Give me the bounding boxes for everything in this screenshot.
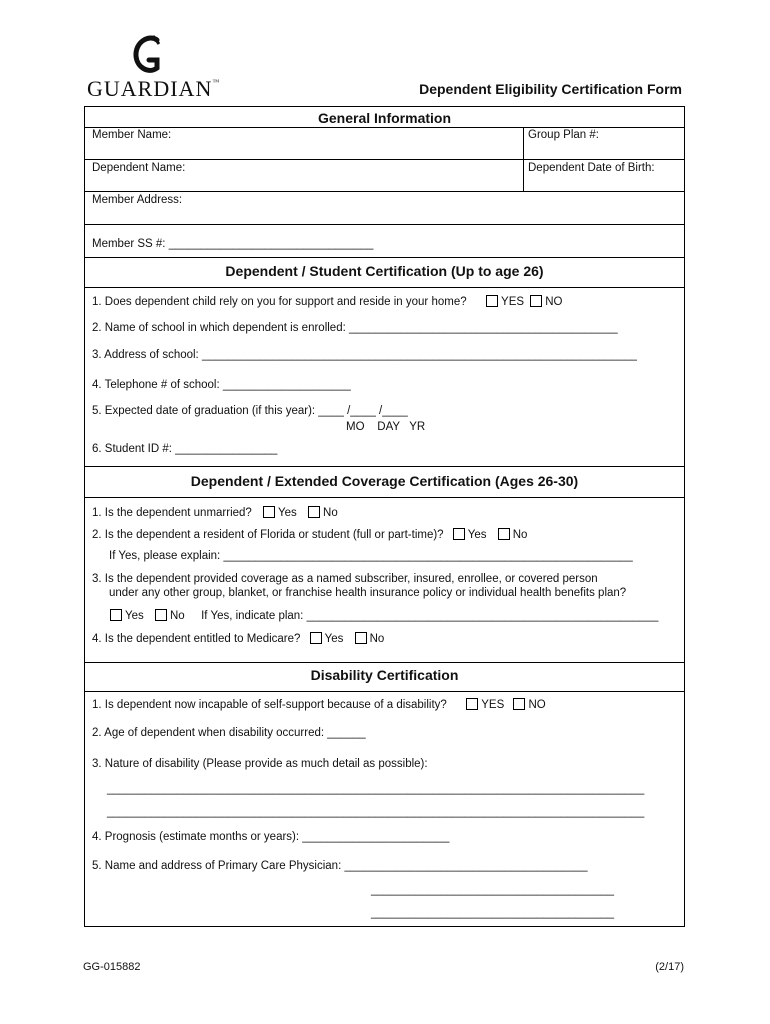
student-q1 xyxy=(92,295,563,308)
disability-nature-line-2[interactable]: ____________________________________________________________________________________ xyxy=(107,806,645,818)
graduation-date-field[interactable]: 5. Expected date of graduation (if this year): ____ /____ /____ xyxy=(92,405,408,417)
group-plan-field[interactable]: Group Plan #: xyxy=(528,129,599,141)
yes-label: YES xyxy=(501,296,525,308)
yes-label: Yes xyxy=(467,529,487,541)
extended-q1 xyxy=(92,506,338,519)
section-title-general: General Information xyxy=(317,110,452,126)
section-title-extended: Dependent / Extended Coverage Certification (Ages 26-30) xyxy=(190,473,579,489)
divider xyxy=(85,287,684,288)
student-q1-text: 1. Does dependent child rely on you for support and reside in your home? xyxy=(92,296,467,308)
no-label: No xyxy=(369,633,385,645)
section-title-disability: Disability Certification xyxy=(310,667,459,683)
divider xyxy=(85,191,684,192)
no-label: NO xyxy=(545,296,563,308)
member-name-field[interactable]: Member Name: xyxy=(92,129,172,141)
divider xyxy=(85,497,684,498)
disability-q1-text: 1. Is dependent now incapable of self-support because of a disability? xyxy=(92,699,447,711)
yes-label: Yes xyxy=(125,610,144,622)
physician-line-3[interactable]: ______________________________________ xyxy=(371,907,615,919)
dependent-dob-field[interactable]: Dependent Date of Birth: xyxy=(528,162,655,174)
divider xyxy=(85,127,684,128)
student-q1-yes-checkbox[interactable] xyxy=(486,295,498,307)
school-phone-field[interactable]: 4. Telephone # of school: ____________________ xyxy=(92,379,351,391)
disability-age-field[interactable]: 2. Age of dependent when disability occurred: ______ xyxy=(92,727,366,739)
student-id-field[interactable]: 6. Student ID #: ________________ xyxy=(92,443,278,455)
extended-q2-text: 2. Is the dependent a resident of Florida or student (full or part-time)? xyxy=(92,529,444,541)
no-label: No xyxy=(512,529,528,541)
no-label: NO xyxy=(528,699,546,711)
section-title-student: Dependent / Student Certification (Up to age 26) xyxy=(225,263,544,279)
extended-q4-no-checkbox[interactable] xyxy=(355,632,367,644)
extended-q1-yes-checkbox[interactable] xyxy=(263,506,275,518)
divider xyxy=(85,662,684,663)
revision-date: (2/17) xyxy=(655,961,684,973)
form-number: GG-015882 xyxy=(83,961,141,973)
disability-q1 xyxy=(92,698,546,711)
disability-q1-yes-checkbox[interactable] xyxy=(466,698,478,710)
member-address-field[interactable]: Member Address: xyxy=(92,194,183,206)
physician-field[interactable]: 5. Name and address of Primary Care Physician: ______________________________________ xyxy=(92,860,588,872)
member-ss-field[interactable]: Member SS #: ________________________________ xyxy=(92,238,374,250)
extended-q3-no-checkbox[interactable] xyxy=(155,609,167,621)
dependent-name-field[interactable]: Dependent Name: xyxy=(92,162,186,174)
school-name-field[interactable]: 2. Name of school in which dependent is enrolled: __________________________________________ xyxy=(92,322,618,334)
form-title: Dependent Eligibility Certification Form xyxy=(419,81,682,97)
guardian-logo xyxy=(87,34,220,101)
extended-q3-yes-checkbox[interactable] xyxy=(110,609,122,621)
extended-q4-text: 4. Is the dependent entitled to Medicare? xyxy=(92,633,301,645)
extended-q4 xyxy=(92,632,384,645)
extended-q2-no-checkbox[interactable] xyxy=(498,528,510,540)
no-label: No xyxy=(169,610,185,622)
yes-label: Yes xyxy=(278,507,297,519)
form-frame xyxy=(84,106,685,927)
student-q1-no-checkbox[interactable] xyxy=(530,295,542,307)
divider xyxy=(85,466,684,467)
divider xyxy=(85,159,684,160)
logo-trademark: ™ xyxy=(212,78,220,86)
extended-q1-no-checkbox[interactable] xyxy=(308,506,320,518)
extended-q2 xyxy=(92,528,527,541)
disability-nature-label: 3. Nature of disability (Please provide as much detail as possible): xyxy=(92,758,428,770)
extended-q1-text: 1. Is the dependent unmarried? xyxy=(92,507,252,519)
disability-nature-line-1[interactable]: ____________________________________________________________________________________ xyxy=(107,783,645,795)
physician-line-2[interactable]: ______________________________________ xyxy=(371,884,615,896)
extended-q2-explain-field[interactable]: If Yes, please explain: ________________________________________________________________ xyxy=(109,550,633,562)
extended-q3-line2: under any other group, blanket, or franchise health insurance policy or individual health benefits plan? xyxy=(109,587,627,599)
logo-wordmark xyxy=(87,76,219,102)
yes-label: YES xyxy=(481,699,505,711)
extended-q3-options xyxy=(107,609,658,622)
school-address-field[interactable]: 3. Address of school: ____________________________________________________________________ xyxy=(92,349,637,361)
date-format-labels: MO DAY YR xyxy=(346,421,426,433)
no-label: No xyxy=(323,507,338,519)
extended-q2-yes-checkbox[interactable] xyxy=(453,528,465,540)
extended-q3-line1: 3. Is the dependent provided coverage as a named subscriber, insured, enrollee, or covered person xyxy=(92,573,598,585)
divider xyxy=(85,257,684,258)
logo-text: GUARDIAN xyxy=(87,76,213,101)
guardian-g-icon xyxy=(131,34,167,76)
disability-q1-no-checkbox[interactable] xyxy=(513,698,525,710)
divider xyxy=(85,224,684,225)
extended-q3-indicate-field[interactable]: If Yes, indicate plan: _______________________________________________________ xyxy=(201,610,659,622)
prognosis-field[interactable]: 4. Prognosis (estimate months or years): _______________________ xyxy=(92,831,450,843)
extended-q4-yes-checkbox[interactable] xyxy=(310,632,322,644)
divider xyxy=(85,691,684,692)
yes-label: Yes xyxy=(324,633,344,645)
